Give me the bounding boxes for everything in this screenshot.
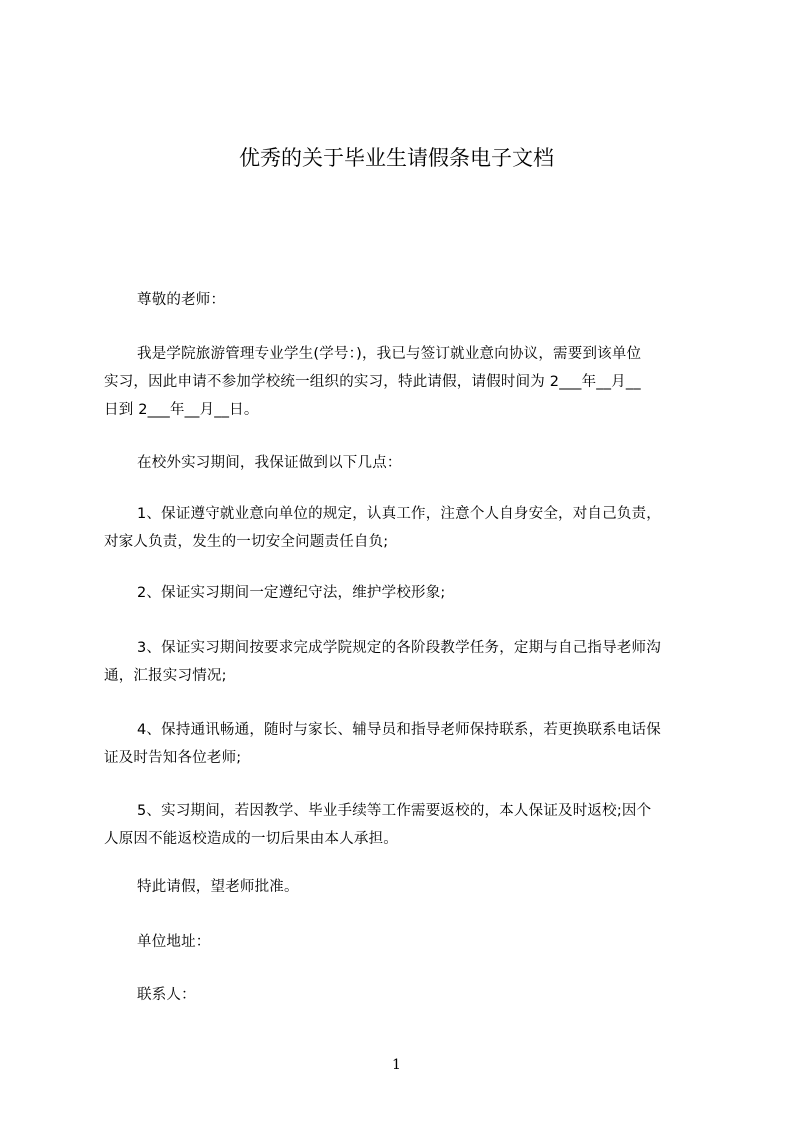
pledge-point-4 [104,716,700,772]
unit-address-label: 单位地址： [137,934,211,950]
greeting [104,286,733,314]
pledge-point-5-line-2: 人原因不能返校造成的一切后果由本人承担。 [104,831,398,847]
pledge-point-4-line-2: 证及时告知各位老师; [104,750,242,766]
page-number: 1 [392,1057,401,1073]
pledge-point-3-line-1: 3、保证实习期间按要求完成学院规定的各阶段教学任务，定期与自己指导老师沟 [137,640,661,656]
pledge-point-5 [104,797,700,853]
contact-label: 联系人： [137,987,196,1003]
pledge-point-2 [104,579,733,607]
intro-line-1: 我是学院旅游管理专业学生(学号：)，我已与签订就业意向协议，需要到该单位 [137,346,642,362]
pledge-intro-text: 在校外实习期间，我保证做到以下几点： [137,455,402,471]
pledge-point-4-line-1: 4、保持通讯畅通，随时与家长、辅导员和指导老师保持联系，若更换联系电话保 [137,722,661,738]
pledge-point-3-line-2: 通，汇报实习情况; [104,668,227,684]
intro-line-3: 日到 2___年__月__日。 [104,402,259,418]
contact [104,981,733,1009]
intro-paragraph [104,340,700,424]
unit-address [104,928,733,956]
pledge-point-1-line-2: 对家人负责，发生的一切安全问题责任自负; [104,534,389,550]
pledge-point-5-line-1: 5、实习期间，若因教学、毕业手续等工作需要返校的，本人保证及时返校;因个 [137,803,652,819]
document-title: 优秀的关于毕业生请假条电子文档 [239,146,554,170]
pledge-point-1 [104,500,700,556]
pledge-intro [104,449,733,477]
pledge-point-2-line-1: 2、保证实习期间一定遵纪守法，维护学校形象; [137,585,446,601]
closing-text: 特此请假，望老师批准。 [137,879,299,895]
pledge-point-3 [104,634,700,690]
greeting-text: 尊敬的老师： [137,292,226,308]
intro-line-2: 实习，因此申请不参加学校统一组织的实习，特此请假，请假时间为 2___年__月__ [104,374,641,390]
closing [104,873,733,901]
pledge-point-1-line-1: 1、保证遵守就业意向单位的规定，认真工作，注意个人自身安全，对自己负责， [137,506,661,522]
